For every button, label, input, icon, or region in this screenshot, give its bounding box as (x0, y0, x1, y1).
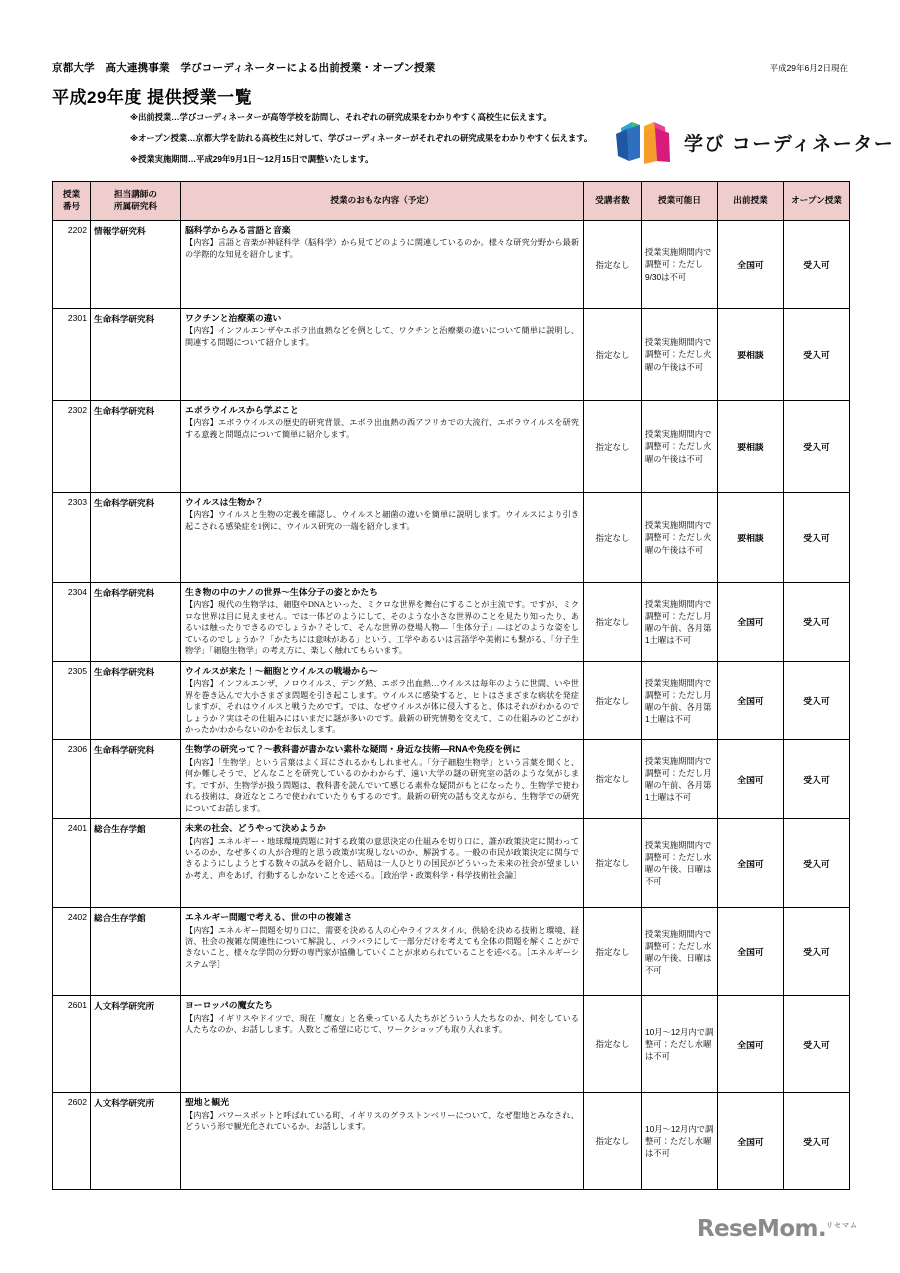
table-row (53, 908, 850, 996)
cell-content (181, 908, 584, 996)
table-row (53, 1093, 850, 1190)
content-title: 脳科学からみる言語と音楽 (185, 225, 291, 235)
cell-capacity: 指定なし (584, 401, 642, 493)
cell-capacity: 指定なし (584, 493, 642, 583)
content-body: 【内容】「生物学」という言葉はよく耳にされるかもしれません。「分子細胞生物学」という言葉を聞くと、何か難しそうで、どんなことを研究しているのかわからず、遠い大学の謎の研究室の話のような気がします。ですが、生物学が扱う問題は、教科書を読んでいて感じる素朴な疑問がもとになったり、生物学で使われる技術は、身近なところで使われていたりもするのです。最新の研究の話も交えながら、生物学での研究についてお話します。 (185, 757, 579, 813)
table-row (53, 996, 850, 1093)
cell-open-class: 受入可 (784, 221, 850, 309)
cell-open-class: 受入可 (784, 309, 850, 401)
cell-course-no: 2401 (53, 819, 91, 908)
cell-available-date: 授業実施期間内で調整可：ただし月曜の午前、各月第1土曜は不可 (642, 661, 718, 740)
cell-content (181, 309, 584, 401)
cell-capacity: 指定なし (584, 583, 642, 662)
table-row (53, 309, 850, 401)
cell-delivery: 全国可 (718, 996, 784, 1093)
table-row (53, 401, 850, 493)
col-header-content: 授業のおもな内容（予定） (181, 182, 584, 221)
cell-content (181, 819, 584, 908)
content-title: 未来の社会、どうやって決めようか (185, 823, 326, 834)
content-title: ウイルスが来た！～細胞とウイルスの戦場から～ (185, 665, 378, 676)
cell-delivery: 全国可 (718, 661, 784, 740)
cell-open-class: 受入可 (784, 583, 850, 662)
table-row (53, 740, 850, 819)
cell-open-class: 受入可 (784, 819, 850, 908)
footer (0, 1216, 900, 1256)
note-item: ※オープン授業…京都大学を訪れる高校生に対して、学びコーディネーターがそれぞれの研究成果をわかりやすく伝えます。 (130, 133, 593, 144)
cell-available-date: 授業実施期間内で調整可：ただし月曜の午前、各月第1土曜は不可 (642, 740, 718, 819)
content-body: 【内容】エネルギー問題を切り口に、需要を決める人の心やライフスタイル、供給を決める技術と環境、経済、社会の複雑な関連性について解説し、バラバラにして一部分だけを考えても全体の問題を解くことができないこと、様々な学問の分野の専門家が協働していくことが求められていることを述べる。［エネルギーシステム学］ (185, 925, 579, 969)
cell-available-date: 授業実施期間内で調整可：ただし水曜の午後、日曜は不可 (642, 819, 718, 908)
cell-capacity: 指定なし (584, 1093, 642, 1190)
resemom-watermark (697, 1216, 858, 1242)
cell-open-class: 受入可 (784, 996, 850, 1093)
cell-available-date: 10月～12月内で調整可：ただし水曜は不可 (642, 1093, 718, 1190)
cell-content (181, 740, 584, 819)
cell-course-no: 2601 (53, 996, 91, 1093)
cell-delivery: 全国可 (718, 583, 784, 662)
cell-course-no: 2402 (53, 908, 91, 996)
cell-capacity: 指定なし (584, 661, 642, 740)
cell-department: 生命科学研究科 (91, 493, 181, 583)
content-body: 【内容】インフルエンザ、ノロウイルス、デング熱、エボラ出血熱…ウイルスは毎年のように世間、いや世界を巻き込んで大小さまざま問題を引き起こします。ウイルスに感染すると、ヒトはさまざまな病状を発症しますが、それはウイルスと戦うためです。では、なぜウイルスが体に侵入すると、体はそれがわかるのでしょうか？実はその仕組みにはいまだに謎が多いのです。最新の研究情勢を交えて、この仕組みのどこがわかったか/わからないのかをお伝えします。 (185, 679, 579, 734)
content-title: エボラウイルスから学ぶこと (185, 405, 299, 415)
content-title: ワクチンと治療薬の違い (185, 313, 282, 323)
content-title: 生き物の中のナノの世界～生体分子の姿とかたち (185, 587, 378, 597)
cell-content (181, 661, 584, 740)
cell-content (181, 583, 584, 662)
cell-delivery: 全国可 (718, 908, 784, 996)
col-header-available-date: 授業可能日 (642, 182, 718, 221)
cell-department: 生命科学研究科 (91, 583, 181, 662)
content-body: 【内容】イギリスやドイツで、現在「魔女」と名乗っている人たちがどういう人たちなのか、何をしている人たちなのか、お話しします。人数とご希望に応じて、ワークショップも取り入れます。 (185, 1013, 579, 1034)
cell-capacity: 指定なし (584, 309, 642, 401)
header-top-line (52, 60, 848, 75)
content-title: エネルギー問題で考える、世の中の複雑さ (185, 912, 353, 923)
open-book-logo-icon (613, 118, 675, 166)
table-row (53, 819, 850, 908)
cell-course-no: 2202 (53, 221, 91, 309)
cell-department: 人文科学研究所 (91, 1093, 181, 1190)
cell-available-date: 授業実施期間内で調整可：ただし火曜の午後は不可 (642, 309, 718, 401)
cell-delivery: 要相談 (718, 401, 784, 493)
note-item: ※授業実施期間…平成29年9月1日～12月15日で調整いたします。 (130, 154, 374, 165)
logo-text: 学び コーディネーター (684, 133, 895, 155)
cell-department: 生命科学研究科 (91, 401, 181, 493)
cell-content (181, 996, 584, 1093)
cell-capacity: 指定なし (584, 819, 642, 908)
watermark-text: ReseMom. (696, 1216, 827, 1242)
col-header-delivery: 出前授業 (718, 182, 784, 221)
content-title: ヨーロッパの魔女たち (185, 1000, 273, 1011)
cell-available-date: 10月～12月内で調整可：ただし水曜は不可 (642, 996, 718, 1093)
cell-available-date: 授業実施期間内で調整可：ただし月曜の午前、各月第1土曜は不可 (642, 583, 718, 662)
cell-available-date: 授業実施期間内で調整可：ただし火曜の午後は不可 (642, 493, 718, 583)
cell-capacity: 指定なし (584, 740, 642, 819)
cell-department: 総合生存学館 (91, 819, 181, 908)
content-title: 生物学の研究って？～教科書が書かない素朴な疑問・身近な技術―RNAや免疫を例に (185, 744, 521, 755)
cell-department: 情報学研究科 (91, 221, 181, 309)
cell-capacity: 指定なし (584, 996, 642, 1093)
table-row (53, 493, 850, 583)
header-notes (130, 112, 600, 176)
col-header-capacity: 受講者数 (584, 182, 642, 221)
cell-department: 生命科学研究科 (91, 309, 181, 401)
col-header-open-class: オープン授業 (784, 182, 850, 221)
header-subtitle: 京都大学 高大連携事業 学びコーディネーターによる出前授業・オープン授業 (52, 62, 436, 74)
cell-open-class: 受入可 (784, 401, 850, 493)
page-title: 平成29年度 提供授業一覧 (52, 88, 253, 107)
table-row (53, 221, 850, 309)
cell-department: 生命科学研究科 (91, 740, 181, 819)
cell-content (181, 221, 584, 309)
cell-course-no: 2301 (53, 309, 91, 401)
col-header-course-no: 授業 番号 (53, 182, 91, 221)
content-body: 【内容】パワースポットと呼ばれている町、イギリスのグラストンベリーについて、なぜ聖地とみなされ、どういう形で観光化されているか、お話しします。 (185, 1110, 579, 1131)
table-header-row (53, 182, 850, 221)
cell-available-date: 授業実施期間内で調整可：ただし9/30は不可 (642, 221, 718, 309)
cell-delivery: 全国可 (718, 740, 784, 819)
content-title: 聖地と観光 (185, 1097, 229, 1108)
cell-content (181, 493, 584, 583)
content-body: 【内容】エネルギー・地球環境問題に対する政策の意思決定の仕組みを切り口に、誰が政策決定に関わっているのか、なぜ多くの人が合理的と思う政策が実現しないのか、解説する。一般の市民が政策決定に関与できるようにしようとする数々の試みを紹介し、結局は一人ひとりの国民がどういった未来の社会が望ましいか考え、声をあげ、行動するしかないことを述べる。［政治学・政策科学・科学技術社会論］ (185, 836, 579, 880)
document-header (52, 60, 848, 108)
cell-delivery: 全国可 (718, 221, 784, 309)
cell-department: 人文科学研究所 (91, 996, 181, 1093)
cell-course-no: 2602 (53, 1093, 91, 1190)
cell-course-no: 2303 (53, 493, 91, 583)
cell-available-date: 授業実施期間内で調整可：ただし火曜の午後は不可 (642, 401, 718, 493)
course-list-table (52, 181, 850, 1190)
table-row (53, 661, 850, 740)
note-item: ※出前授業…学びコーディネーターが高等学校を訪問し、それぞれの研究成果をわかりやすく高校生に伝えます。 (130, 112, 552, 122)
cell-open-class: 受入可 (784, 661, 850, 740)
content-body: 【内容】インフルエンザやエボラ出血熱などを例として、ワクチンと治療薬の違いについて簡単に説明し、関連する問題について紹介します。 (185, 326, 579, 347)
col-header-department: 担当講師の 所属研究科 (91, 182, 181, 221)
content-body: 【内容】エボラウイルスの歴史的研究背景、エボラ出血熱の西アフリカでの大流行、エボラウイルスを研究する意義と問題点について簡単に紹介します。 (185, 418, 579, 439)
table-body (53, 221, 850, 1190)
cell-open-class: 受入可 (784, 908, 850, 996)
cell-available-date: 授業実施期間内で調整可：ただし水曜の午後、日曜は不可 (642, 908, 718, 996)
cell-content (181, 1093, 584, 1190)
cell-open-class: 受入可 (784, 493, 850, 583)
watermark-sup: リセマム (826, 1221, 858, 1230)
cell-capacity: 指定なし (584, 908, 642, 996)
cell-open-class: 受入可 (784, 740, 850, 819)
content-body: 【内容】言語と音楽が神経科学（脳科学）から見てどのように関連しているのか。様々な研究分野から最新の学際的な知見を紹介します。 (185, 238, 579, 259)
cell-delivery: 全国可 (718, 819, 784, 908)
header-date-note: 平成29年6月2日現在 (769, 63, 848, 73)
cell-course-no: 2305 (53, 661, 91, 740)
cell-department: 総合生存学館 (91, 908, 181, 996)
content-body: 【内容】現代の生物学は、細胞やDNAといった、ミクロな世界を舞台にすることが主流です。ですが、ミクロな世界は目に見えません。では一体どのようにして、そのような小さな世界のことを見たり知ったり、あるいは触ったりできるのでしょうか？そして、そんな世界の登場人物―「生体分子」―はどのような姿をしているのでしょうか？「かたちには意味がある」という、工学やあるいは言語学や美術にも繋がる、「分子生物学」「細胞生物学」の考え方に、楽しく触れてもらいます。 (185, 600, 579, 656)
cell-delivery: 要相談 (718, 309, 784, 401)
cell-capacity: 指定なし (584, 221, 642, 309)
cell-course-no: 2302 (53, 401, 91, 493)
manabi-coordinator-logo (613, 118, 894, 166)
cell-department: 生命科学研究科 (91, 661, 181, 740)
cell-delivery: 全国可 (718, 1093, 784, 1190)
content-body: 【内容】ウイルスと生物の定義を確認し、ウイルスと細菌の違いを簡単に説明します。ウイルスにより引き起こされる感染症を1例に、ウイルス研究の一端を紹介します。 (185, 510, 579, 531)
cell-content (181, 401, 584, 493)
cell-course-no: 2306 (53, 740, 91, 819)
cell-open-class: 受入可 (784, 1093, 850, 1190)
cell-delivery: 要相談 (718, 493, 784, 583)
table-row (53, 583, 850, 662)
cell-course-no: 2304 (53, 583, 91, 662)
content-title: ウイルスは生物か？ (185, 497, 264, 507)
